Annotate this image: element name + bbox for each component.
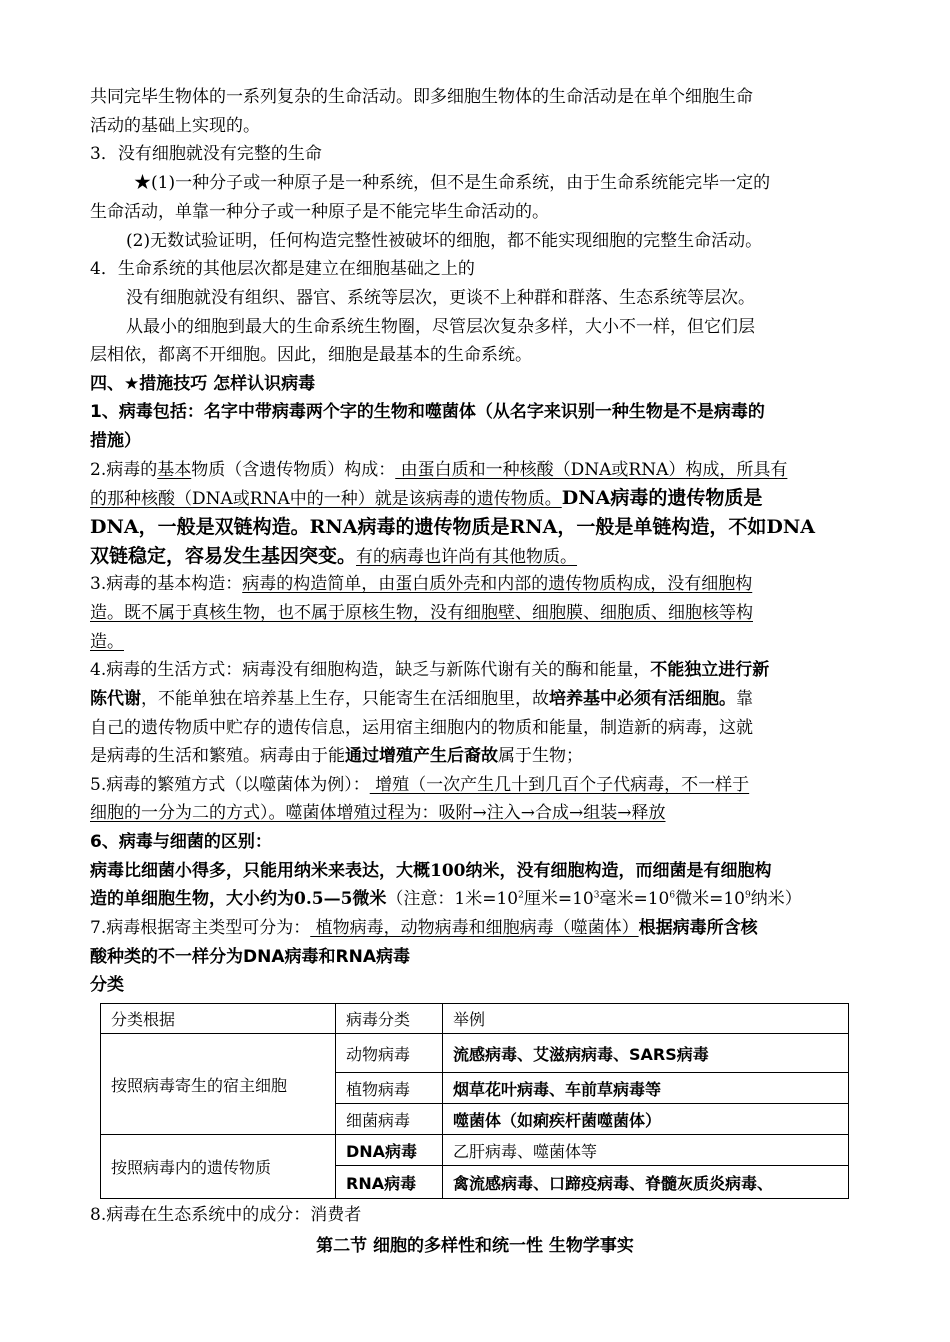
text-line: (2)无数试验证明，任何构造完整性被破坏的细胞，都不能实现细胞的完整生命活动。 bbox=[126, 231, 763, 251]
underlined-line: 造。既不属于真核生物，也不属于原核生物，没有细胞壁、细胞膜、细胞质、细胞核等构 bbox=[90, 603, 753, 623]
underlined-line: 细胞的一分为二的方式）。噬菌体增殖过程为：吸附→注入→合成→组装→释放 bbox=[90, 803, 666, 823]
text-span: 靠 bbox=[736, 689, 753, 709]
text-span: 纳米） bbox=[750, 889, 802, 909]
text-span: 3.病毒的基本构造： bbox=[90, 574, 243, 594]
text-line bbox=[90, 657, 769, 683]
exponent: 9 bbox=[744, 890, 751, 901]
text-line bbox=[90, 571, 752, 597]
table-cell-type: 植物病毒 bbox=[336, 1073, 443, 1104]
text-line: 共同完毕生物体的一系列复杂的生命活动。即多细胞生物体的生命活动是在单个细胞生命 bbox=[90, 87, 753, 107]
text-line: 没有细胞就没有组织、器官、系统等层次，更谈不上种群和群落、生态系统等层次。 bbox=[126, 288, 755, 308]
section-heading-virus: 四、★措施技巧 怎样认识病毒 bbox=[90, 374, 316, 394]
bold-text: 陈代谢 bbox=[90, 689, 141, 709]
underlined-text: 增殖（一次产生几十到几百个子代病毒，不一样于 bbox=[369, 775, 750, 795]
underlined-line: 造。 bbox=[90, 632, 124, 652]
underlined-text: 由蛋白质和一种核酸（DNA或RNA）构成，所具有 bbox=[395, 460, 788, 480]
bold-text: 根据病毒所含核 bbox=[638, 918, 758, 938]
table-cell-example: 乙肝病毒、噬菌体等 bbox=[443, 1135, 849, 1166]
section-heading-4: 4．生命系统的其他层次都是建立在细胞基础之上的 bbox=[90, 259, 475, 279]
text-line: 从最小的细胞到最大的生命系统生物圈，尽管层次复杂多样，大小不一样，但它们层 bbox=[126, 317, 755, 337]
text-span: 微米=10 bbox=[675, 889, 745, 909]
table-row bbox=[101, 1135, 849, 1166]
text-span: 物质（含遗传物质）构成： bbox=[191, 460, 396, 480]
section-heading-6: 6、病毒与细菌的区别： bbox=[90, 832, 272, 852]
table-cell-example: 流感病毒、艾滋病病毒、SARS病毒 bbox=[443, 1034, 849, 1073]
text-span: 厘米=10 bbox=[523, 889, 594, 909]
text-line bbox=[90, 485, 762, 512]
text-line bbox=[90, 457, 787, 483]
table-cell-example: 噬菌体（如痢疾杆菌噬菌体） bbox=[443, 1104, 849, 1135]
text-span: ，不能单独在培养基上生存，只能寄生在活细胞里，故 bbox=[141, 689, 549, 709]
table-cell-example: 禽流感病毒、口蹄疫病毒、脊髓灰质炎病毒、 bbox=[443, 1166, 849, 1199]
table-header-row bbox=[101, 1004, 849, 1034]
exponent: 3 bbox=[593, 890, 600, 901]
underlined-text: 基本 bbox=[157, 460, 192, 480]
table-header-cell: 分类根据 bbox=[101, 1004, 336, 1034]
text-span: 是病毒的生活和繁殖。病毒由于能 bbox=[90, 746, 345, 766]
section-title: 第二节 细胞的多样性和统一性 生物学事实 bbox=[316, 1236, 634, 1256]
exponent: 2 bbox=[518, 890, 524, 901]
text-line: ★(1)一种分子或一种原子是一种系统，但不是生命系统，由于生命系统能完毕一定的 bbox=[134, 173, 771, 193]
underlined-text: 病毒的构造简单，由蛋白质外壳和内部的遗传物质构成，没有细胞构 bbox=[242, 574, 753, 594]
bold-line: 病毒比细菌小得多，只能用纳米来表达，大概100纳米，没有细胞构造，而细菌是有细胞构 bbox=[90, 861, 772, 881]
table-cell-type: DNA病毒 bbox=[336, 1135, 443, 1166]
text-span: 属于生物； bbox=[498, 746, 583, 766]
underlined-text: 有的病毒也许尚有其他物质。 bbox=[356, 547, 578, 567]
bold-text: 培养基中必须有活细胞。 bbox=[549, 689, 736, 709]
underlined-text: 的那种核酸（DNA或RNA中的一种）就是该病毒的遗传物质。 bbox=[90, 489, 562, 509]
text-line bbox=[90, 915, 758, 941]
text-span: 2.病毒的 bbox=[90, 460, 158, 480]
text-line bbox=[90, 686, 753, 712]
text-line bbox=[90, 543, 577, 570]
table-header-cell: 举例 bbox=[443, 1004, 849, 1034]
exponent: 6 bbox=[669, 890, 676, 901]
bold-text: DNA病毒的遗传物质是 bbox=[561, 487, 763, 509]
table-cell-type: RNA病毒 bbox=[336, 1166, 443, 1199]
table-cell-type: 动物病毒 bbox=[336, 1034, 443, 1073]
underlined-text: 植物病毒，动物病毒和细胞病毒（噬菌体） bbox=[310, 918, 639, 938]
bold-text: 通过增殖产生后裔故 bbox=[345, 746, 498, 766]
bold-line: 1、病毒包括：名字中带病毒两个字的生物和噬菌体（从名字来识别一种生物是不是病毒的 bbox=[90, 402, 765, 422]
table-cell-basis: 按照病毒寄生的宿主细胞 bbox=[101, 1034, 336, 1135]
text-span: 毫米=10 bbox=[599, 889, 670, 909]
bold-line: 酸种类的不一样分为DNA病毒和RNA病毒 bbox=[90, 947, 410, 967]
bold-text: 双链稳定，容易发生基因突变。 bbox=[90, 545, 357, 567]
text-span: 4.病毒的生活方式：病毒没有细胞构造，缺乏与新陈代谢有关的酶和能量， bbox=[90, 660, 651, 680]
text-line: 活动的基础上实现的。 bbox=[90, 116, 260, 136]
text-span: 5.病毒的繁殖方式（以噬菌体为例）： bbox=[90, 775, 370, 795]
text-span: （注意：1米=10 bbox=[386, 889, 519, 909]
virus-classification-table bbox=[100, 1003, 849, 1199]
text-line: 8.病毒在生态系统中的成分：消费者 bbox=[90, 1205, 362, 1225]
table-cell-type: 细菌病毒 bbox=[336, 1104, 443, 1135]
table-row bbox=[101, 1034, 849, 1073]
text-line bbox=[90, 886, 802, 912]
text-line: 生命活动，单靠一种分子或一种原子是不能完毕生命活动的。 bbox=[90, 202, 549, 222]
bold-line: 措施） bbox=[90, 431, 141, 451]
text-span: 7.病毒根据寄主类型可分为： bbox=[90, 918, 311, 938]
text-line: 自己的遗传物质中贮存的遗传信息，运用宿主细胞内的物质和能量，制造新的病毒，这就 bbox=[90, 718, 753, 738]
table-cell-basis: 按照病毒内的遗传物质 bbox=[101, 1135, 336, 1199]
bold-line: DNA，一般是双链构造。RNA病毒的遗传物质是RNA，一般是单链构造，不如DNA bbox=[90, 516, 815, 538]
table-header-cell: 病毒分类 bbox=[336, 1004, 443, 1034]
text-line bbox=[90, 743, 583, 769]
table-cell-example: 烟草花叶病毒、车前草病毒等 bbox=[443, 1073, 849, 1104]
text-line: 层相依，都离不开细胞。因此，细胞是最基本的生命系统。 bbox=[90, 345, 532, 365]
section-heading-3: 3．没有细胞就没有完整的生命 bbox=[90, 144, 322, 164]
text-line bbox=[90, 772, 749, 798]
table-caption: 分类 bbox=[90, 975, 124, 995]
bold-text: 造的单细胞生物，大小约为0.5—5微米 bbox=[90, 889, 387, 909]
bold-text: 不能独立进行新 bbox=[650, 660, 770, 680]
